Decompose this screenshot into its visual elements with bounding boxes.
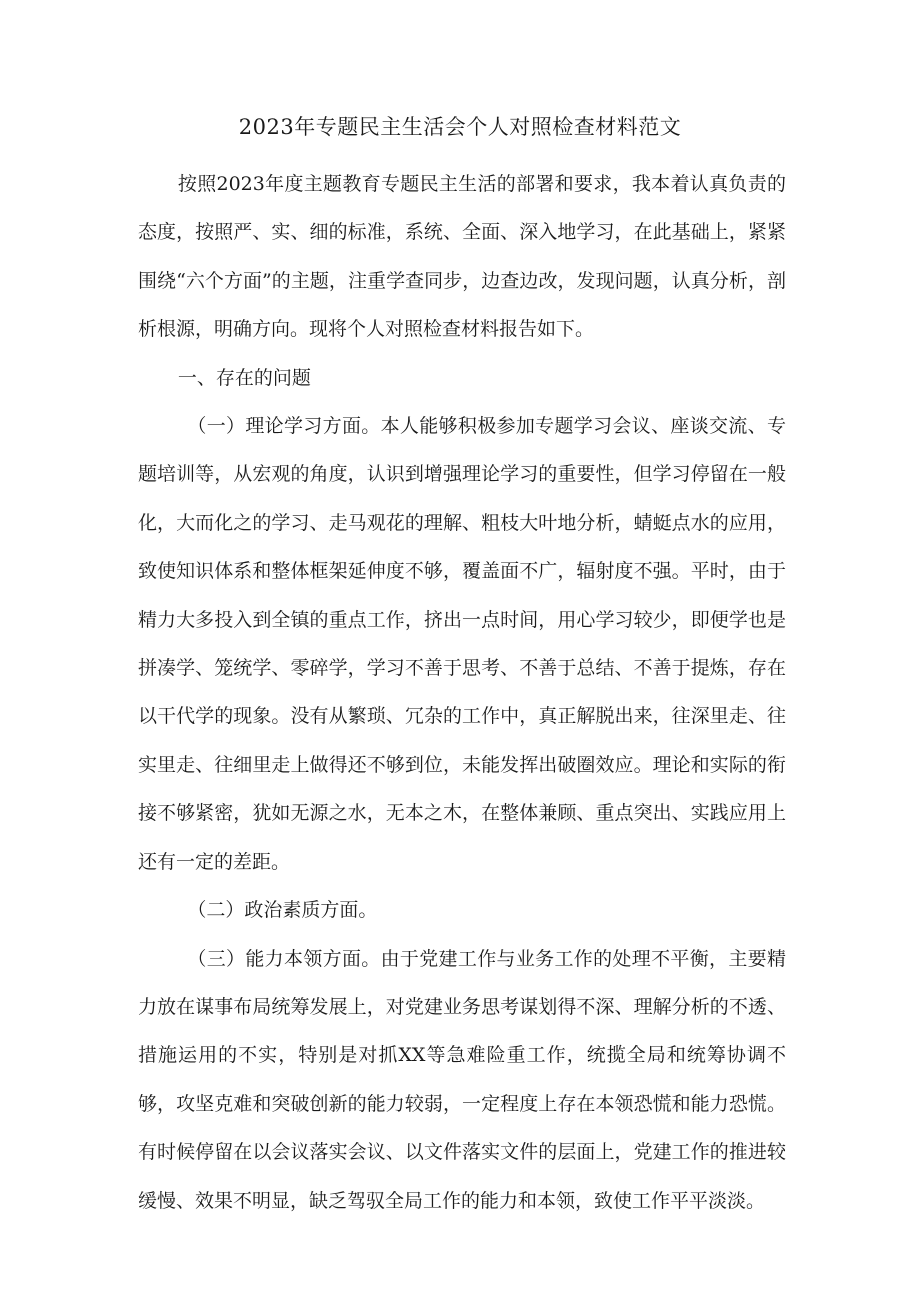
item-ability: （三）能力本领方面。由于党建工作与业务工作的处理不平衡，主要精力放在谋事布局统筹发展上，对党建业务思考谋划得不深、理解分析的不透、措施运用的不实，特别是对抓XX等急难险重工作，统揽全局和统筹协调不够，攻坚克难和突破创新的能力较弱，一定程度上存在本领恐慌和能力恐慌。有时候停留在以会议落实会议、以文件落实文件的层面上，党建工作的推进较缓慢、效果不明显，缺乏驾驭全局工作的能力和本领，致使工作平平淡淡。 [138, 947, 786, 1212]
document-body [138, 160, 786, 1225]
item-theory-study: （一）理论学习方面。本人能够积极参加专题学习会议、座谈交流、专题培训等，从宏观的角度，认识到增强理论学习的重要性，但学习停留在一般化，大而化之的学习、走马观花的理解、粗枝大叶地分析，蜻蜓点水的应用，致使知识体系和整体框架延伸度不够，覆盖面不广，辐射度不强。平时，由于精力大多投入到全镇的重点工作，挤出一点时间，用心学习较少，即便学也是拼凑学、笼统学、零碎学，学习不善于思考、不善于总结、不善于提炼，存在以干代学的现象。没有从繁琐、冗杂的工作中，真正解脱出来，往深里走、往实里走、往细里走上做得还不够到位，未能发挥出破圈效应。理论和实际的衔接不够紧密，犹如无源之水，无本之木，在整体兼顾、重点突出、实践应用上还有一定的差距。 [138, 415, 786, 873]
section-heading: 一、存在的问题 [177, 366, 311, 389]
intro-paragraph: 按照2023年度主题教育专题民主生活的部署和要求，我本着认真负责的态度，按照严、实、细的标准，系统、全面、深入地学习，在此基础上，紧紧围绕“六个方面”的主题，注重学查同步，边查边改，发现问题，认真分析，剖析根源，明确方向。现将个人对照检查材料报告如下。 [138, 173, 786, 341]
item-political-quality: （二）政治素质方面。 [187, 899, 378, 922]
document-title: 2023年专题民主生活会个人对照检查材料范文 [238, 115, 682, 139]
